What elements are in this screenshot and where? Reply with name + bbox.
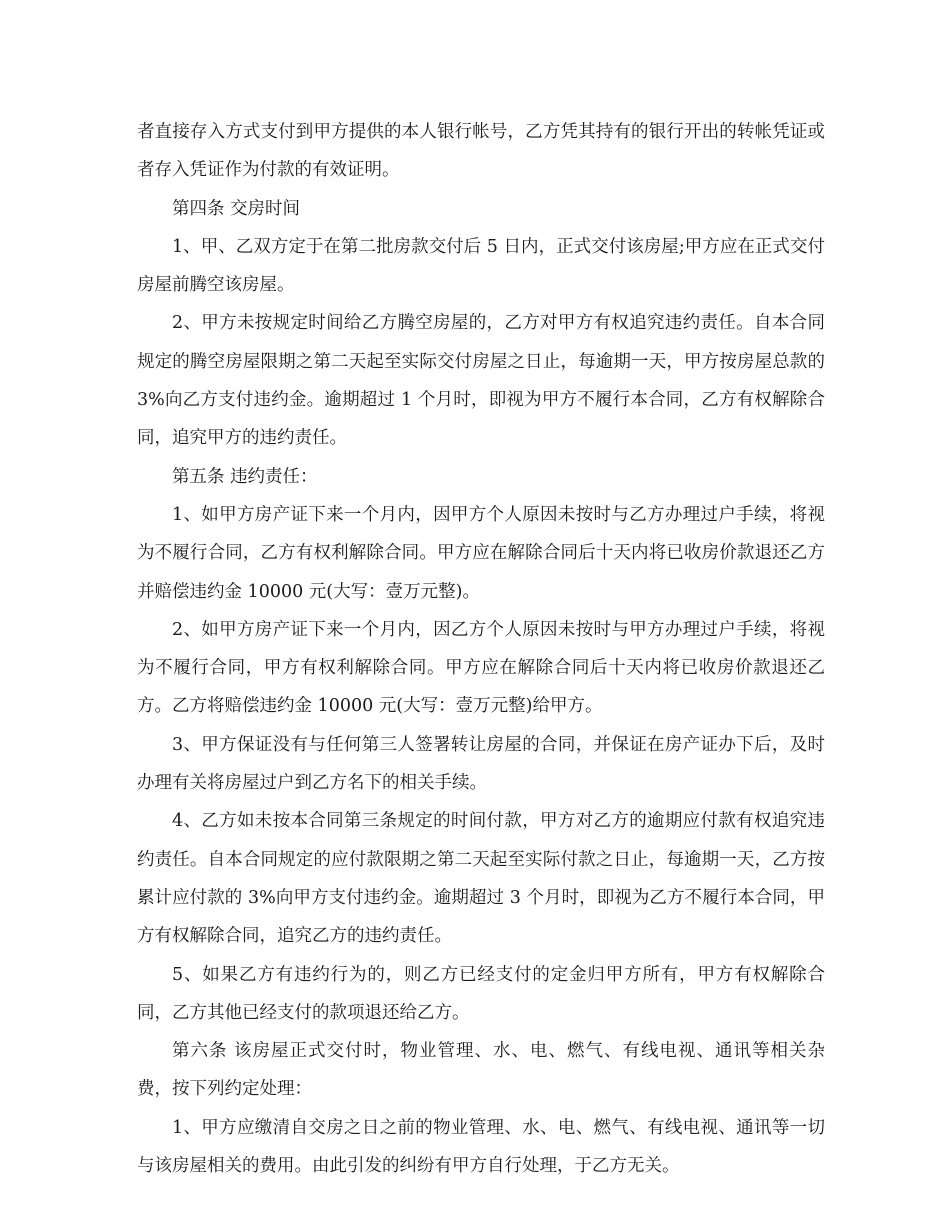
article-5-item-1: 1、如甲方房产证下来一个月内，因甲方个人原因未按时与乙方办理过户手续，将视为不履行合同，乙方有权利解除合同。甲方应在解除合同后十天内将已收房价款退还乙方并赔偿违约金 10000 元(大写：壹万元整)。: [137, 504, 825, 602]
article-6-item-1: 1、甲方应缴清自交房之日之前的物业管理、水、电、燃气、有线电视、通讯等一切与该房屋相关的费用。由此引发的纠纷有甲方自行处理，于乙方无关。: [137, 1117, 825, 1177]
article-5-item-3: 3、甲方保证没有与任何第三人签署转让房屋的合同，并保证在房产证办下后，及时办理有关将房屋过户到乙方名下的相关手续。: [137, 734, 825, 794]
article-4-item-1: 1、甲、乙双方定于在第二批房款交付后 5 日内，正式交付该房屋;甲方应在正式交付房屋前腾空该房屋。: [137, 236, 825, 296]
article-4-heading: 第四条 交房时间: [172, 198, 301, 219]
article-5-heading: 第五条 违约责任：: [172, 466, 318, 487]
article-5-item-5: 5、如果乙方有违约行为的，则乙方已经支付的定金归甲方所有，甲方有权解除合同，乙方其他已经支付的款项退还给乙方。: [137, 964, 825, 1023]
document-body: [137, 113, 825, 1185]
paragraph-continuation: 者直接存入方式支付到甲方提供的本人银行帐号，乙方凭其持有的银行开出的转帐凭证或者存入凭证作为付款的有效证明。: [137, 122, 825, 181]
article-4-item-2: 2、甲方未按规定时间给乙方腾空房屋的，乙方对甲方有权追究违约责任。自本合同规定的腾空房屋限期之第二天起至实际交付房屋之日止，每逾期一天，甲方按房屋总款的 3%向乙方支付违约金。逾期超过 1 个月时，即视为甲方不履行本合同，乙方有权解除合同，追究甲方的违约责任。: [137, 313, 825, 449]
article-5-item-4: 4、乙方如未按本合同第三条规定的时间付款，甲方对乙方的逾期应付款有权追究违约责任。自本合同规定的应付款限期之第二天起至实际付款之日止，每逾期一天，乙方按累计应付款的 3%向甲方支付违约金。逾期超过 3 个月时，即视为乙方不履行本合同，甲方有权解除合同，追究乙方的违约责任。: [137, 811, 825, 947]
article-6-heading: 第六条 该房屋正式交付时，物业管理、水、电、燃气、有线电视、通讯等相关杂费，按下列约定处理：: [137, 1041, 825, 1100]
article-5-item-2: 2、如甲方房产证下来一个月内，因乙方个人原因未按时与甲方办理过户手续，将视为不履行合同，甲方有权利解除合同。甲方应在解除合同后十天内将已收房价款退还乙方。乙方将赔偿违约金 10000 元(大写：壹万元整)给甲方。: [137, 619, 825, 717]
